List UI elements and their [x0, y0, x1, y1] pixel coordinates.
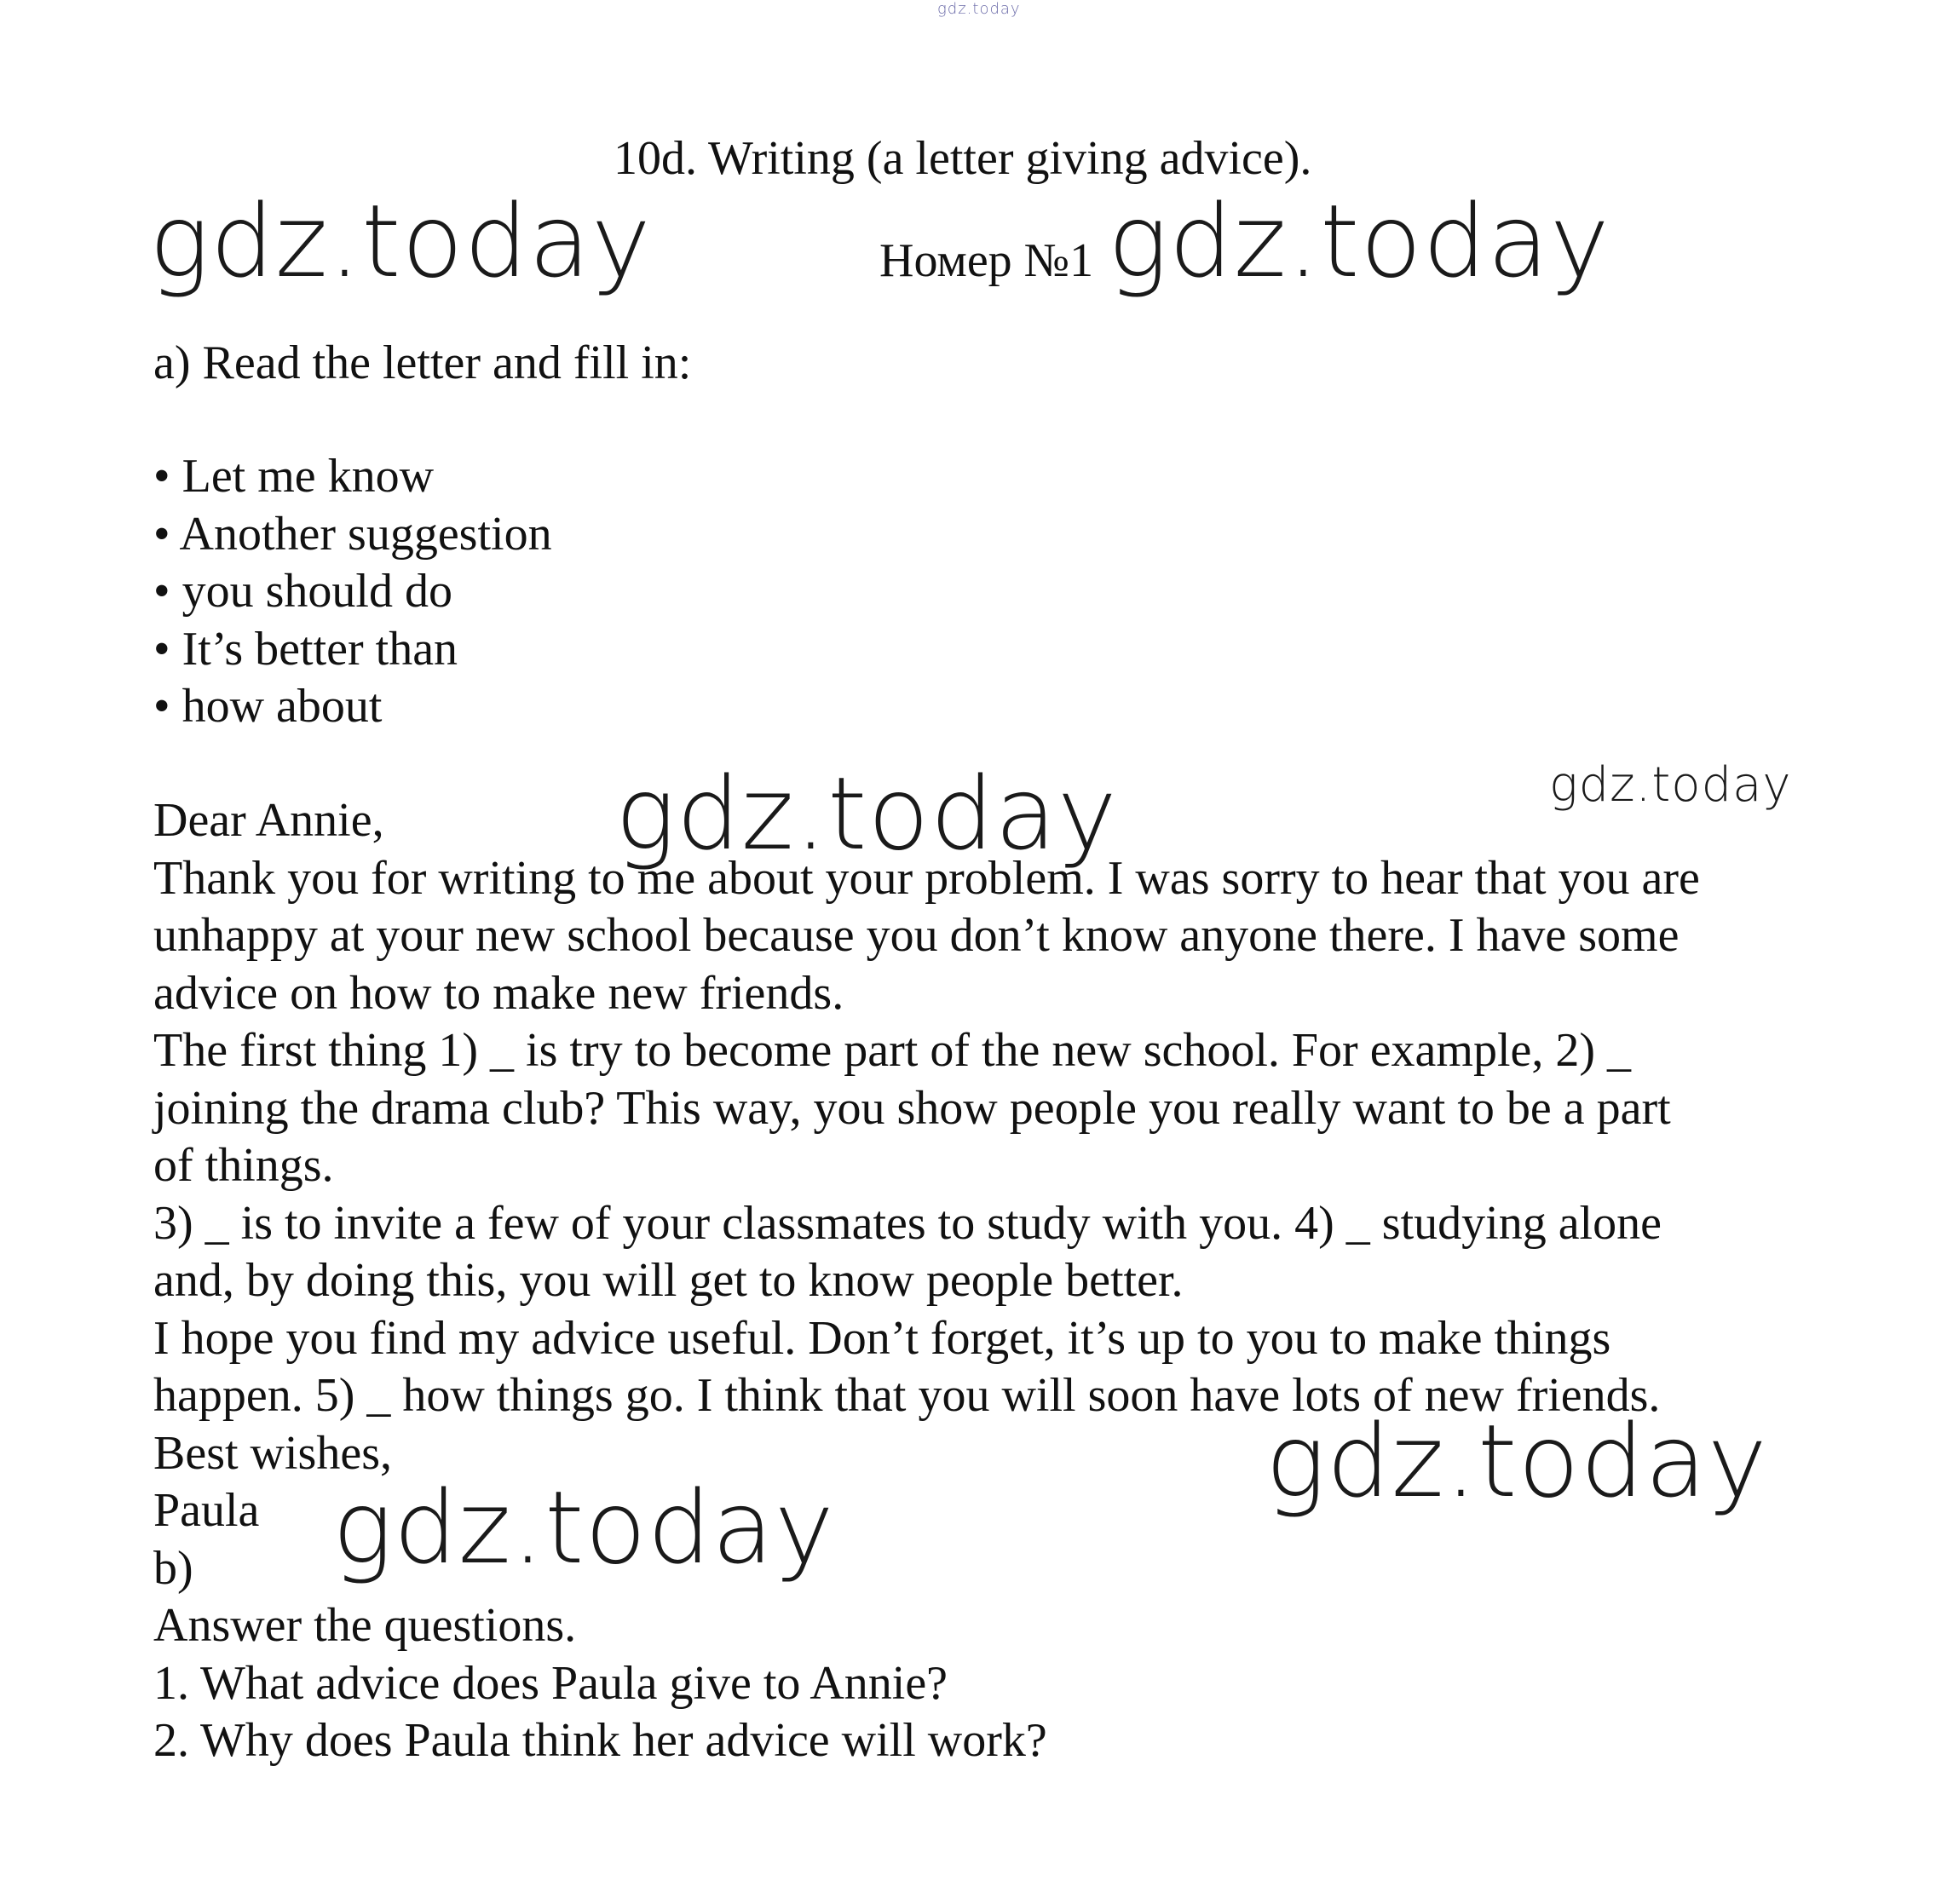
option-item: • It’s better than [153, 622, 458, 676]
question-item: 2. Why does Paula think her advice will work? [153, 1714, 1047, 1767]
options-list [153, 448, 1858, 736]
letter-greeting: Dear Annie, [153, 794, 384, 847]
task-b-label: b) [153, 1541, 193, 1595]
letter-line: joining the drama club? This way, you show people you really want to be a part [153, 1081, 1671, 1135]
letter-closing: Best wishes, [153, 1426, 392, 1480]
letter-line: I hope you find my advice useful. Don’t forget, it’s up to you to make things [153, 1311, 1611, 1365]
top-watermark: gdz.today [937, 0, 1021, 18]
watermark-6: gdz.today [332, 1469, 835, 1586]
letter-line: and, by doing this, you will get to know people better. [153, 1254, 1184, 1307]
letter-line: 3) _ is to invite a few of your classmates to study with you. 4) _ studying alone [153, 1196, 1662, 1250]
letter-line: unhappy at your new school because you don’t know anyone there. I have some [153, 909, 1680, 962]
letter-line: happen. 5) _ how things go. I think that you will soon have lots of new friends. [153, 1369, 1661, 1422]
option-item: • you should do [153, 565, 452, 618]
option-item: • Let me know [153, 450, 435, 503]
letter-line: Thank you for writing to me about your problem. I was sorry to hear that you are [153, 851, 1700, 905]
watermark-1: gdz.today [149, 182, 652, 300]
watermark-4: gdz.today [1549, 757, 1792, 813]
letter-signature: Paula [153, 1484, 260, 1537]
letter [153, 792, 1858, 1770]
question-item: 1. What advice does Paula give to Annie? [153, 1656, 948, 1710]
option-item: • how about [153, 680, 383, 733]
letter-line: The first thing 1) _ is try to become part of the new school. For example, 2) _ [153, 1024, 1632, 1077]
task-b-instruction: Answer the questions. [153, 1599, 577, 1652]
option-item: • Another suggestion [153, 507, 552, 561]
watermark-2: gdz.today [1108, 182, 1610, 300]
letter-line: advice on how to make new friends. [153, 966, 844, 1020]
page-title: 10d. Writing (a letter giving advice). [614, 132, 1312, 185]
watermark-5: gdz.today [1265, 1402, 1768, 1520]
letter-line: of things. [153, 1139, 334, 1192]
task-a-instruction: a) Read the letter and fill in: [153, 337, 692, 389]
exercise-number: Номер №1 [879, 234, 1094, 287]
watermark-3: gdz.today [615, 755, 1118, 872]
